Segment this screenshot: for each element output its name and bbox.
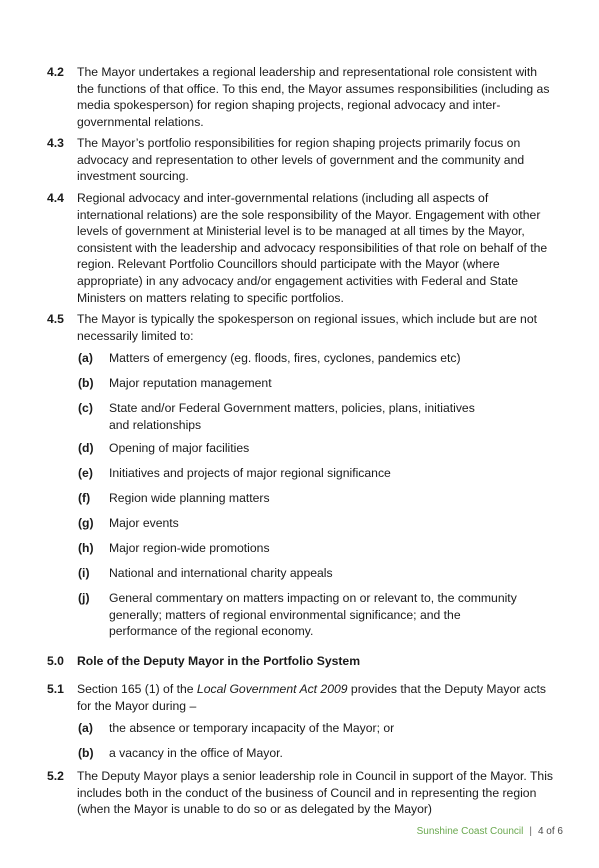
footer-separator: |: [529, 826, 532, 837]
list-item-letter: (i): [78, 566, 90, 580]
list-item-letter: (b): [78, 746, 94, 760]
list-item-letter: (j): [78, 591, 90, 605]
section-number: 5.0: [47, 654, 64, 668]
paragraph-text: [77, 681, 557, 714]
section-heading-5-0: [47, 653, 360, 670]
list-item-text: Region wide planning matters: [109, 491, 270, 505]
list-item: [78, 565, 548, 582]
act-title: Local Government Act 2009: [196, 682, 348, 696]
list-item-text: the absence or temporary incapacity of the Mayor; or: [109, 721, 395, 735]
list-item: [78, 590, 518, 640]
paragraph-4-5: [47, 311, 557, 344]
list-item-letter: (g): [78, 516, 94, 530]
page-number: 4 of 6: [537, 826, 563, 837]
list-item-text: Major events: [109, 516, 179, 530]
paragraph-5-2: [47, 768, 557, 818]
text-after-act: provides that the Deputy Mayor acts for the Mayor during –: [77, 682, 547, 713]
section-title: Role of the Deputy Mayor in the Portfolio System: [77, 654, 361, 668]
paragraph-text: The Deputy Mayor plays a senior leadership role in Council in support of the Mayor. This includes both in the conduct of the business of Council and in representing the region (when the Mayor is unable to do so or as delegated by the Mayor): [77, 769, 554, 817]
paragraph-4-3: [47, 135, 557, 185]
list-item-text: State and/or Federal Government matters, policies, plans, initiatives and relationships: [109, 401, 475, 432]
paragraph-text: Regional advocacy and inter-governmental relations (including all aspects of international relations) are the sole responsibility of the Mayor. Engagement with other levels of government at Ministerial level is to be managed at all times by the Mayor, consistent with the leadership and advocacy responsibilities of that role on behalf of the region. Relevant Portfolio Councillors should participate with the Mayor (where appropriate) in any advocacy and/or engagement activities with Federal and State Ministers on matters relating to specific portfolios.: [77, 191, 548, 305]
list-item-letter: (d): [78, 441, 94, 455]
paragraph-number: 4.2: [47, 65, 64, 79]
list-item-letter: (h): [78, 541, 94, 555]
list-item: [78, 400, 478, 433]
list-item: [78, 350, 548, 367]
list-item: [78, 720, 548, 737]
list-item-letter: (b): [78, 376, 94, 390]
paragraph-text: The Mayor is typically the spokesperson on regional issues, which include but are not necessarily limited to:: [77, 312, 537, 343]
list-item-text: General commentary on matters impacting on or relevant to, the community generally; matters of regional environmental significance; and the performance of the regional economy.: [109, 591, 517, 639]
list-item-letter: (c): [78, 401, 93, 415]
paragraph-number: 5.1: [47, 682, 64, 696]
paragraph-number: 5.2: [47, 769, 64, 783]
paragraph-number: 4.5: [47, 312, 64, 326]
paragraph-number: 4.3: [47, 136, 64, 150]
list-item: [78, 465, 548, 482]
list-item: [78, 490, 548, 507]
paragraph-text: The Mayor’s portfolio responsibilities for region shaping projects primarily focus on advocacy and representation to other levels of government and the community and investment sourcing.: [77, 136, 525, 184]
list-item: [78, 515, 548, 532]
list-item: [78, 745, 548, 762]
paragraph-text: The Mayor undertakes a regional leadership and representational role consistent with the functions of that office. To this end, the Mayor assumes responsibilities (including as media spokesperson) for region shaping projects, regional advocacy and inter-governmental relations.: [77, 65, 550, 129]
list-item: [78, 375, 548, 392]
list-item-text: Opening of major facilities: [109, 441, 250, 455]
list-item-text: Initiatives and projects of major regional significance: [109, 466, 391, 480]
footer-org-name: Sunshine Coast Council: [416, 826, 524, 837]
paragraph-4-4: [47, 190, 557, 306]
list-item-text: a vacancy in the office of Mayor.: [109, 746, 283, 760]
list-item-text: National and international charity appeals: [109, 566, 333, 580]
list-item-letter: (a): [78, 721, 93, 735]
list-item-text: Major region-wide promotions: [109, 541, 270, 555]
list-item-text: Major reputation management: [109, 376, 272, 390]
list-item: [78, 540, 548, 557]
list-item-text: Matters of emergency (eg. floods, fires, cyclones, pandemics etc): [109, 351, 461, 365]
paragraph-4-2: [47, 64, 557, 130]
paragraph-number: 4.4: [47, 191, 64, 205]
list-item-letter: (e): [78, 466, 93, 480]
text-before-act: Section 165 (1) of the: [77, 682, 197, 696]
list-item: [78, 440, 548, 457]
paragraph-5-1: [47, 681, 557, 714]
page-footer: [417, 826, 563, 837]
list-item-letter: (a): [78, 351, 93, 365]
list-item-letter: (f): [78, 491, 91, 505]
